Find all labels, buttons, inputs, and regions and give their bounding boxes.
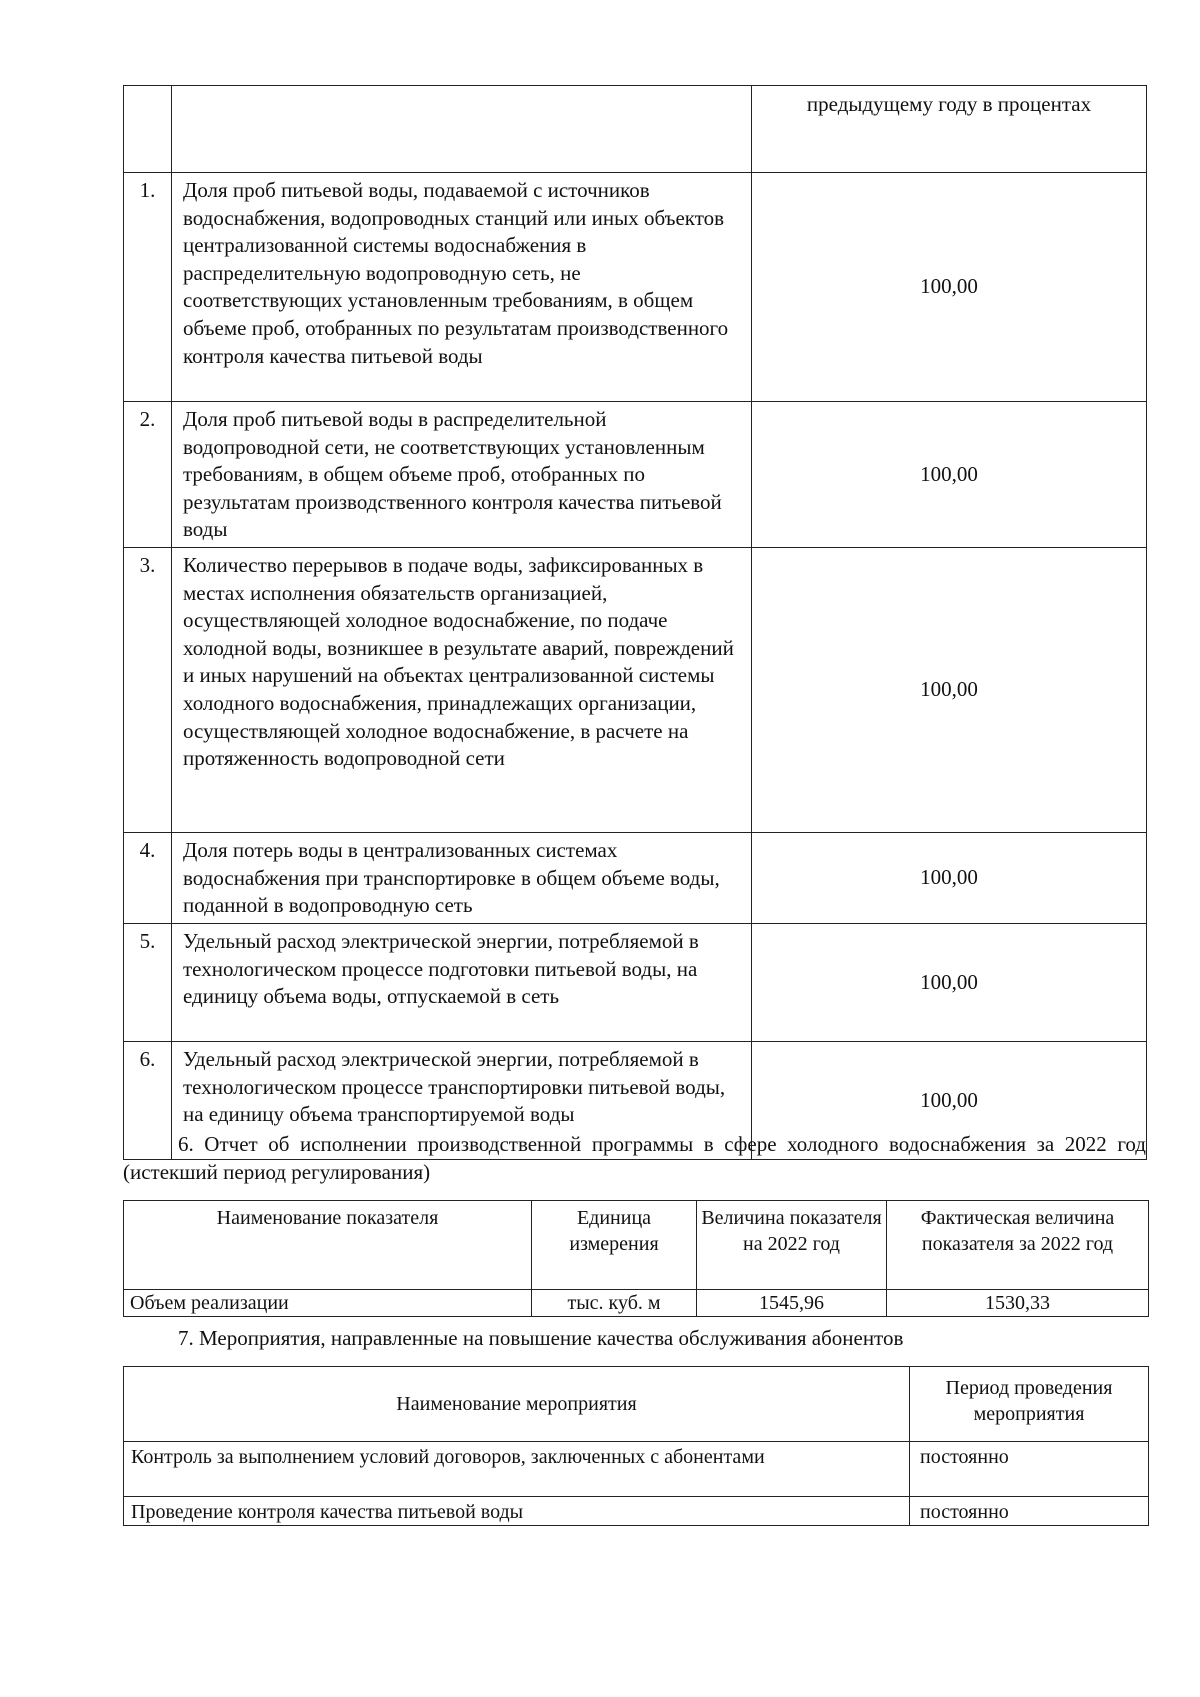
indicator-name: Удельный расход электрической энергии, потребляемой в технологическом процессе подготовки питьевой воды, на единицу объема воды, отпускаемой в сеть [172, 924, 752, 1042]
unit-cell: тыс. куб. м [532, 1290, 697, 1317]
indicator-name: Количество перерывов в подаче воды, зафиксированных в местах исполнения обязательств организацией, осуществляющей холодное водоснабжение, по подаче холодной воды, возникшее в результате аварий, повреждений и иных нарушений на объектах централизованной системы холодного водоснабжения, принадлежащих организации, осуществляющей холодное водоснабжение, в расчете на протяженность водопроводной сети [172, 548, 752, 833]
indicators-table [123, 85, 1147, 1160]
indicator-value: 100,00 [752, 173, 1147, 402]
indicator-name: Доля проб питьевой воды, подаваемой с источников водоснабжения, водопроводных станций или иных объектов централизованной системы водоснабжения в распределительную водопроводную сеть, не соответствующих установленным требованиям, в общем объеме проб, отобранных по результатам производственного контроля качества питьевой воды [172, 173, 752, 402]
measure-period: постоянно [910, 1497, 1149, 1526]
section-6-heading: 6. Отчет об исполнении производственной программы в сфере холодного водоснабжения за 2022 год (истекший период регулирования) [123, 1132, 1146, 1184]
header-planned: Величина показателя на 2022 год [697, 1201, 887, 1290]
indicator-name: Доля потерь воды в централизованных системах водоснабжения при транспортировке в общем объеме воды, поданной в водопроводную сеть [172, 833, 752, 924]
table-row [124, 173, 1147, 402]
measure-period: постоянно [910, 1442, 1149, 1497]
row-number: 1. [124, 173, 172, 402]
planned-value: 1545,96 [697, 1290, 887, 1317]
indicator-name: Объем реализации [124, 1290, 532, 1317]
table-row [124, 924, 1147, 1042]
header-period: Период проведения мероприятия [910, 1367, 1149, 1442]
row-number: 3. [124, 548, 172, 833]
header-actual: Фактическая величина показателя за 2022 год [887, 1201, 1149, 1290]
table-row [124, 833, 1147, 924]
indicator-name: Удельный расход электрической энергии, потребляемой в технологическом процессе транспортировки питьевой воды, на единицу объема транспортируемой воды [172, 1042, 752, 1160]
indicator-value: 100,00 [752, 548, 1147, 833]
report-table [123, 1200, 1149, 1317]
indicator-value: 100,00 [752, 924, 1147, 1042]
table-row [124, 402, 1147, 548]
indicator-name: Доля проб питьевой воды в распределительной водопроводной сети, не соответствующих установленным требованиям, в общем объеме проб, отобранных по результатам производственного контроля качества питьевой воды [172, 402, 752, 548]
row-number: 2. [124, 402, 172, 548]
table-header-row [124, 1201, 1149, 1290]
header-cell-percent: предыдущему году в процентах [752, 86, 1147, 173]
row-number: 5. [124, 924, 172, 1042]
table-header-row [124, 1367, 1149, 1442]
actual-value: 1530,33 [887, 1290, 1149, 1317]
indicator-value: 100,00 [752, 833, 1147, 924]
header-cell-num [124, 86, 172, 173]
table-header-row [124, 86, 1147, 173]
table-row [124, 1497, 1149, 1526]
row-number: 6. [124, 1042, 172, 1160]
measure-name: Проведение контроля качества питьевой воды [124, 1497, 910, 1526]
table-row [124, 548, 1147, 833]
header-unit: Единица измерения [532, 1201, 697, 1290]
indicator-value: 100,00 [752, 402, 1147, 548]
table-row [124, 1290, 1149, 1317]
indicator-value: 100,00 [752, 1042, 1147, 1160]
header-indicator-name: Наименование показателя [124, 1201, 532, 1290]
table-row [124, 1442, 1149, 1497]
header-measure-name: Наименование мероприятия [124, 1367, 910, 1442]
measure-name: Контроль за выполнением условий договоров, заключенных с абонентами [124, 1442, 910, 1497]
section-7-heading: 7. Мероприятия, направленные на повышение качества обслуживания абонентов [178, 1326, 904, 1350]
row-number: 4. [124, 833, 172, 924]
measures-table [123, 1366, 1149, 1526]
header-cell-name [172, 86, 752, 173]
